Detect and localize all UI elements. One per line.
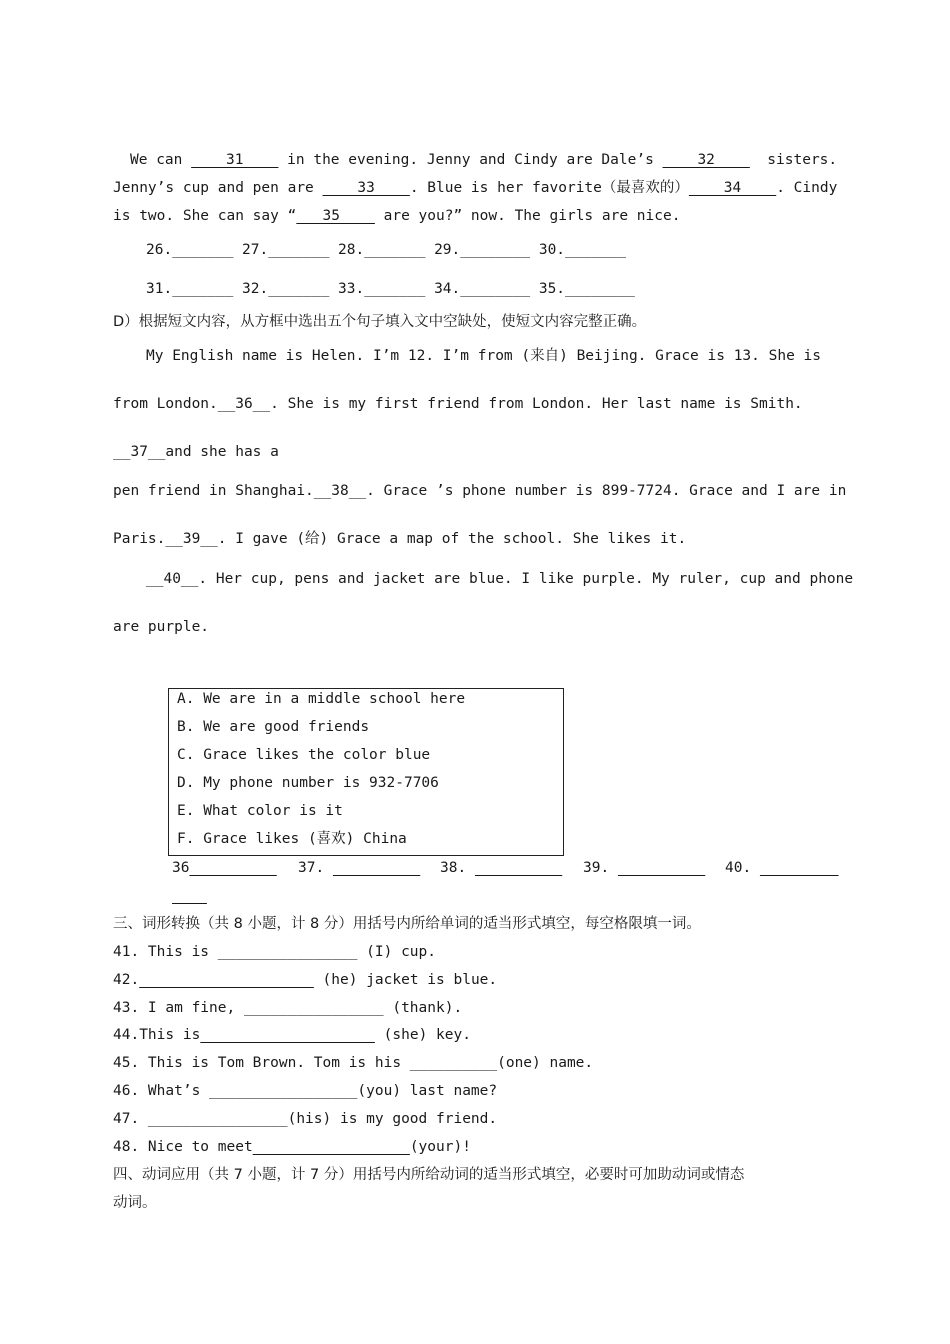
blank-32: 32 [662, 152, 750, 168]
passage-line-1: We can 31 in the evening. Jenny and Cindy are Dale’s 32 sisters. [130, 152, 838, 168]
blank-35: 35 [296, 208, 375, 224]
blank-34: 34 [688, 180, 777, 196]
section-d-heading: D）根据短文内容，从方框中选出五个句子填入文中空缺处，使短文内容完整正确。 [113, 314, 647, 330]
section-4-heading-cont: 动词。 [113, 1195, 157, 1211]
option-d: D. My phone number is 932-7706 [177, 775, 439, 791]
question-48: 48. Nice to meet (your)! [113, 1139, 471, 1155]
question-45: 45. This is Tom Brown. Tom is his __________(one) name. [113, 1055, 594, 1071]
section-3-heading: 三、词形转换（共 8 小题，计 8 分）用括号内所给单词的适当形式填空，每空格限填一词。 [113, 916, 701, 932]
d-para-7: are purple. [113, 619, 210, 635]
question-43: 43. I am fine, ________________ (thank). [113, 1000, 463, 1016]
d-para-1: My English name is Helen. I’m 12. I’m from (来自) Beijing. Grace is 13. She is [146, 348, 822, 364]
question-42: 42. (he) jacket is blue. [113, 972, 498, 988]
option-e: E. What color is it [177, 803, 343, 819]
option-b: B. We are good friends [177, 719, 370, 735]
answer-row-26-30: 26._______ 27._______ 28._______ 29.________ 30._______ [146, 242, 627, 258]
section-4-heading: 四、动词应用（共 7 小题，计 7 分）用括号内所给动词的适当形式填空，必要时可加助动词或情态 [113, 1167, 745, 1183]
option-a: A. We are in a middle school here [177, 691, 466, 707]
options-box [168, 688, 564, 856]
answer-38: 38. [440, 860, 467, 876]
d-para-4: pen friend in Shanghai.__38__. Grace ’s phone number is 899-7724. Grace and I are in [113, 483, 847, 499]
answer-37: 37. [298, 860, 325, 876]
answer-row-31-35: 31._______ 32._______ 33._______ 34.________ 35.________ [146, 281, 635, 297]
answer-39: 39. [583, 860, 610, 876]
blank-33: 33 [322, 180, 410, 196]
blank-31: 31 [191, 152, 279, 168]
d-para-3: __37__and she has a [113, 444, 279, 460]
question-47: 47. ________________(his) is my good friend. [113, 1111, 498, 1127]
d-para-5: Paris.__39__. I gave (给) Grace a map of the school. She likes it. [113, 531, 687, 547]
option-c: C. Grace likes the color blue [177, 747, 431, 763]
question-44: 44.This is (she) key. [113, 1027, 471, 1043]
answer-36: 36 [172, 860, 190, 876]
answer-40: 40. [725, 860, 752, 876]
passage-line-2: Jenny’s cup and pen are 33 . Blue is her favorite（最喜欢的） 34 . Cindy [113, 180, 838, 196]
passage-line-3: is two. She can say “ 35 are you?” now. The girls are nice. [113, 208, 681, 224]
question-46: 46. What’s _________________(you) last name? [113, 1083, 498, 1099]
option-f: F. Grace likes (喜欢) China [177, 831, 407, 847]
answer-40-wrap [172, 886, 207, 906]
d-para-2: from London.__36__. She is my first friend from London. Her last name is Smith. [113, 396, 803, 412]
d-para-6: __40__. Her cup, pens and jacket are blue. I like purple. My ruler, cup and phone [146, 571, 854, 587]
question-41: 41. This is ________________ (I) cup. [113, 944, 437, 960]
